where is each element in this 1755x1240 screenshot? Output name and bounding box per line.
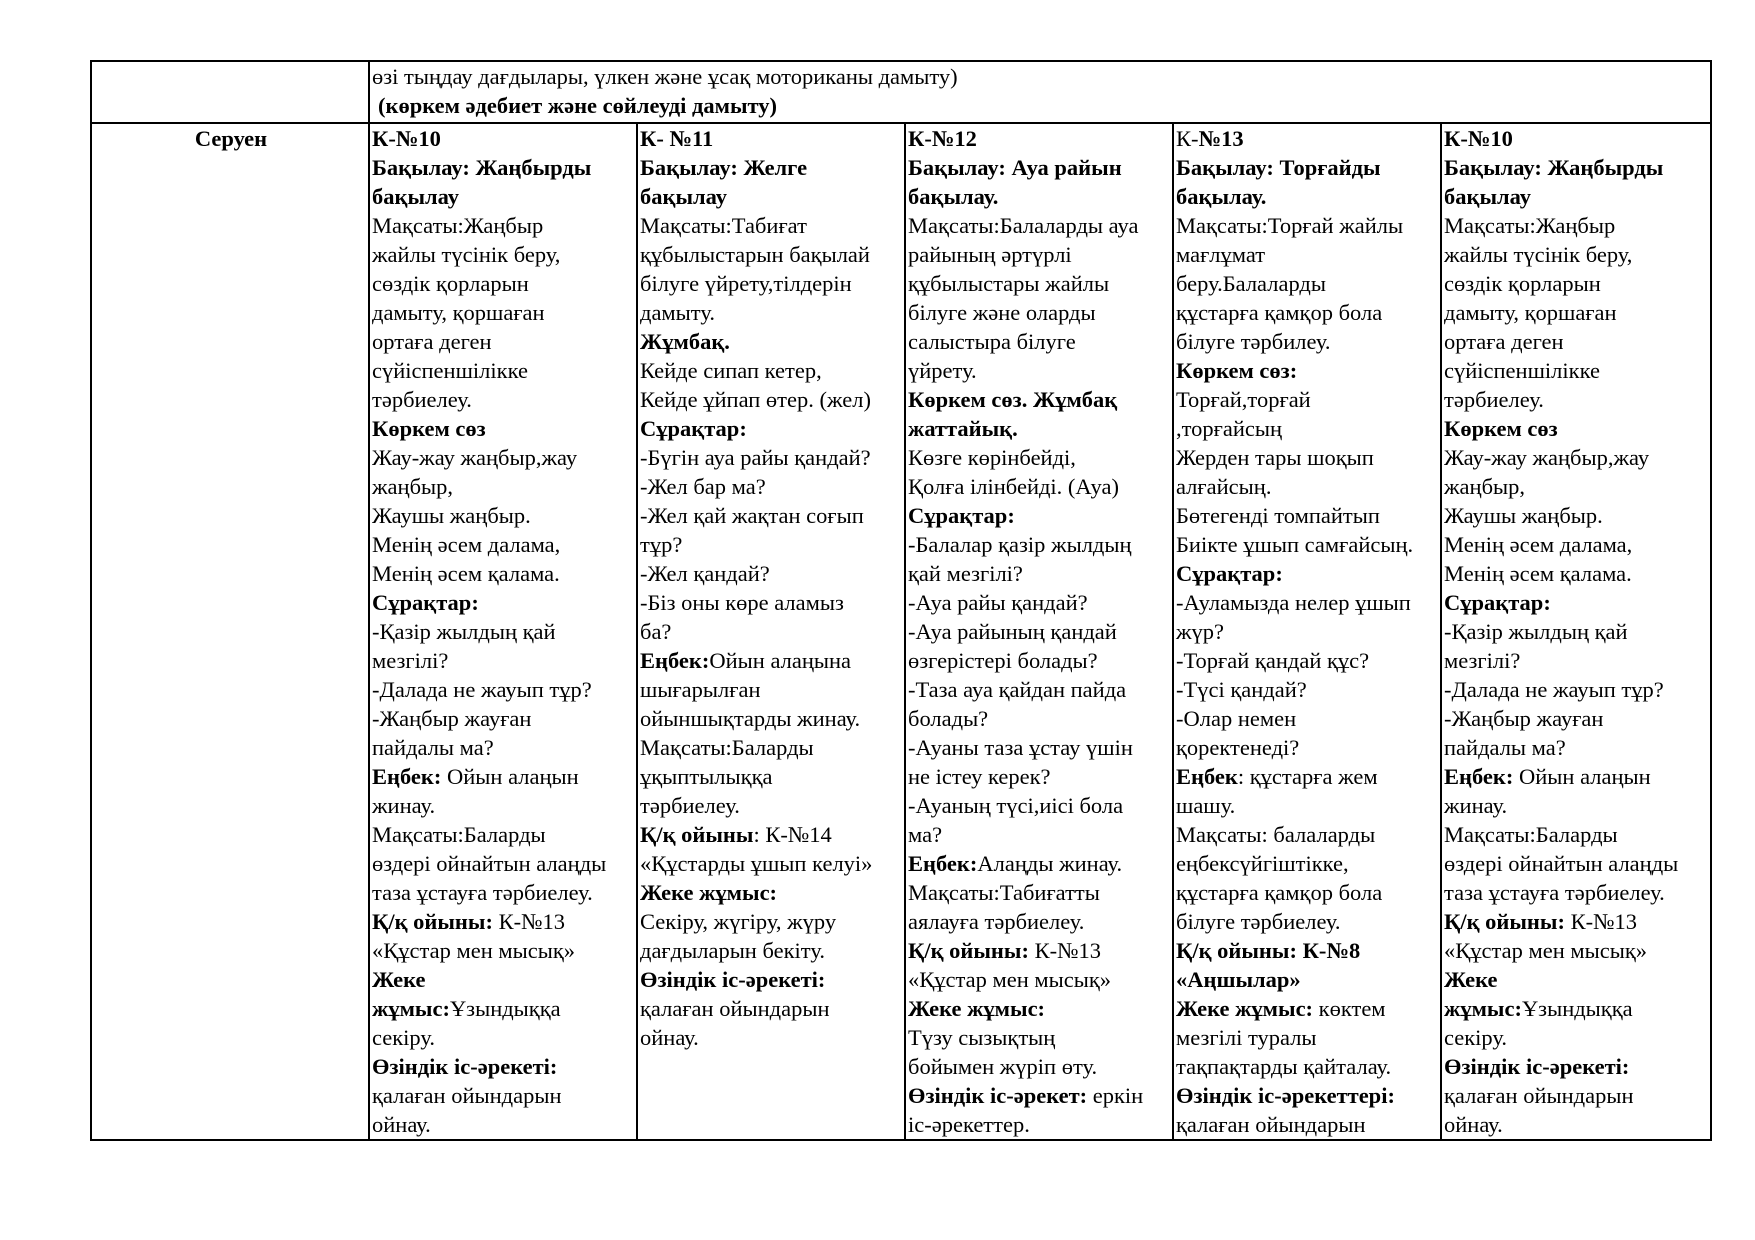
column-5-line: Мақсаты:Жаңбыр bbox=[1444, 213, 1616, 238]
top-row-label bbox=[91, 61, 369, 123]
column-5-line: Өзіндік іс-әрекеті: bbox=[1444, 1054, 1630, 1079]
column-4-line: құстарға қамқор бола bbox=[1176, 300, 1383, 325]
column-2-line: білуге үйрету,тілдерін bbox=[640, 271, 852, 296]
column-1-line: К-№10 bbox=[372, 126, 441, 151]
column-2-line: Жеке жұмыс: bbox=[640, 880, 778, 905]
column-4-line: Торғай,торғай bbox=[1176, 387, 1311, 412]
column-5-line: сөздік қорларын bbox=[1444, 271, 1601, 296]
column-3-line: не істеу керек? bbox=[908, 764, 1051, 789]
column-5-line: секіру. bbox=[1444, 1025, 1508, 1050]
column-3-line: Өзіндік іс-әрекет: еркін bbox=[908, 1083, 1144, 1108]
walk-column-5 bbox=[1441, 123, 1711, 1140]
column-4-line: Сұрақтар: bbox=[1176, 561, 1283, 586]
column-5-line: мезгілі? bbox=[1444, 648, 1521, 673]
column-5-line: Жаушы жаңбыр. bbox=[1444, 503, 1603, 528]
column-3-line: Қолға ілінбейді. (Ауа) bbox=[908, 474, 1119, 499]
column-3-line: К-№12 bbox=[908, 126, 977, 151]
column-1-line: Көркем сөз bbox=[372, 416, 486, 441]
column-2-line: бақылау bbox=[640, 184, 728, 209]
column-4-line: қалаған ойындарын bbox=[1176, 1112, 1366, 1137]
column-1-line: Сұрақтар: bbox=[372, 590, 479, 615]
column-3-line: Түзу сызықтың bbox=[908, 1025, 1056, 1050]
column-3-line: Еңбек:Алаңды жинау. bbox=[908, 851, 1123, 876]
column-5-line: Қ/қ ойыны: К-№13 bbox=[1444, 909, 1638, 934]
column-4-line: Жеке жұмыс: көктем bbox=[1176, 996, 1386, 1021]
column-5-line: Көркем сөз bbox=[1444, 416, 1558, 441]
column-4-line: Көркем сөз: bbox=[1176, 358, 1298, 383]
column-3-line: қай мезгілі? bbox=[908, 561, 1023, 586]
column-4-line: Өзіндік іс-әрекеттері: bbox=[1176, 1083, 1395, 1108]
column-3-line: Мақсаты:Табиғатты bbox=[908, 880, 1100, 905]
column-1-line: Бақылау: Жаңбырды bbox=[372, 155, 592, 180]
column-3-line: жаттайық. bbox=[908, 416, 1018, 441]
column-3-line: Мақсаты:Балаларды ауа bbox=[908, 213, 1139, 238]
column-2-line: тәрбиелеу. bbox=[640, 793, 740, 818]
column-1-line: жинау. bbox=[372, 793, 436, 818]
column-5-line: жұмыс:Ұзындыққа bbox=[1444, 996, 1633, 1021]
column-2-line: құбылыстарын бақылай bbox=[640, 242, 870, 267]
column-4-line: -Түсі қандай? bbox=[1176, 677, 1307, 702]
column-3-line: Қ/қ ойыны: К-№13 bbox=[908, 938, 1102, 963]
column-2-line: Сұрақтар: bbox=[640, 416, 747, 441]
column-4-line: Еңбек: құстарға жем bbox=[1176, 764, 1378, 789]
column-5-line: -Қазір жылдың қай bbox=[1444, 619, 1628, 644]
column-4-line: -Ауламызда нелер ұшып bbox=[1176, 590, 1411, 615]
top-row bbox=[91, 61, 1711, 123]
column-5-line: жайлы түсінік беру, bbox=[1444, 242, 1633, 267]
column-2-line: Мақсаты:Табиғат bbox=[640, 213, 807, 238]
column-4-line: Биікте ұшып самғайсың. bbox=[1176, 532, 1414, 557]
column-4-line: тақпақтарды қайталау. bbox=[1176, 1054, 1392, 1079]
column-3-line: «Құстар мен мысық» bbox=[908, 967, 1111, 992]
plan-table bbox=[90, 60, 1712, 1141]
column-5-line: Жеке bbox=[1444, 967, 1498, 992]
column-1-line: қалаған ойындарын bbox=[372, 1083, 562, 1108]
column-2-line: ұқыптылыққа bbox=[640, 764, 773, 789]
column-5-line: ортаға деген bbox=[1444, 329, 1564, 354]
column-5-line: қалаған ойындарын bbox=[1444, 1083, 1634, 1108]
column-1-line: Менің әсем қалама. bbox=[372, 561, 560, 586]
column-2-line: қалаған ойындарын bbox=[640, 996, 830, 1021]
column-5-line: «Құстар мен мысық» bbox=[1444, 938, 1647, 963]
column-1-line: Жаушы жаңбыр. bbox=[372, 503, 531, 528]
walk-column-1 bbox=[369, 123, 637, 1140]
column-3-line: іс-әрекеттер. bbox=[908, 1112, 1030, 1137]
column-1-line: сөздік қорларын bbox=[372, 271, 529, 296]
walk-column-2 bbox=[637, 123, 905, 1140]
column-2-line: -Бүгін ауа райы қандай? bbox=[640, 445, 871, 470]
column-4-line: еңбексүйгіштікке, bbox=[1176, 851, 1349, 876]
column-5-line: Менің әсем қалама. bbox=[1444, 561, 1632, 586]
column-4-line: -Торғай қандай құс? bbox=[1176, 648, 1370, 673]
column-4-line: Жерден тары шоқып bbox=[1176, 445, 1374, 470]
column-3-line: бойымен жүріп өту. bbox=[908, 1054, 1098, 1079]
column-3-line: -Таза ауа қайдан пайда bbox=[908, 677, 1127, 702]
column-2-line: -Жел бар ма? bbox=[640, 474, 766, 499]
column-1-line: Жау-жау жаңбыр,жау bbox=[372, 445, 578, 470]
column-5-line: тәрбиелеу. bbox=[1444, 387, 1544, 412]
top-row-line-2: (көркем әдебиет және сөйлеуді дамыту) bbox=[378, 93, 778, 118]
column-3-line: Көзге көрінбейді, bbox=[908, 445, 1076, 470]
column-1-line: жайлы түсінік беру, bbox=[372, 242, 561, 267]
column-1-line: Жеке bbox=[372, 967, 426, 992]
column-5-line: Мақсаты:Баларды bbox=[1444, 822, 1618, 847]
column-3-line: болады? bbox=[908, 706, 989, 731]
column-3-line: бақылау. bbox=[908, 184, 999, 209]
column-3-line: білуге және оларды bbox=[908, 300, 1096, 325]
column-5-line: Сұрақтар: bbox=[1444, 590, 1551, 615]
column-2-line: ойнау. bbox=[640, 1025, 699, 1050]
column-2-line: дағдыларын бекіту. bbox=[640, 938, 825, 963]
column-5-line: дамыту, қоршаған bbox=[1444, 300, 1617, 325]
column-5-line: Менің әсем далама, bbox=[1444, 532, 1633, 557]
column-3-line: Бақылау: Ауа райын bbox=[908, 155, 1122, 180]
column-4-line: «Аңшылар» bbox=[1176, 967, 1301, 992]
column-5-line: таза ұстауға тәрбиелеу. bbox=[1444, 880, 1665, 905]
column-2-line: шығарылған bbox=[640, 677, 761, 702]
column-5-line: -Далада не жауып тұр? bbox=[1444, 677, 1664, 702]
column-1-line: бақылау bbox=[372, 184, 460, 209]
column-5-line: Еңбек: Ойын алаңын bbox=[1444, 764, 1651, 789]
column-4-line: алғайсың. bbox=[1176, 474, 1272, 499]
walk-row bbox=[91, 123, 1711, 1140]
top-row-content bbox=[369, 61, 1711, 123]
column-3-line: аялауға тәрбиелеу. bbox=[908, 909, 1085, 934]
column-3-line: салыстыра білуге bbox=[908, 329, 1076, 354]
column-3-line: үйрету. bbox=[908, 358, 977, 383]
column-3-line: -Ауаның түсі,иісі бола bbox=[908, 793, 1124, 818]
column-4-line: Қ/қ ойыны: К-№8 bbox=[1176, 938, 1361, 963]
column-5-line: К-№10 bbox=[1444, 126, 1513, 151]
column-3-line: -Ауа райының қандай bbox=[908, 619, 1117, 644]
column-1-line: жұмыс:Ұзындыққа bbox=[372, 996, 561, 1021]
column-4-line: білуге тәрбиелеу. bbox=[1176, 909, 1341, 934]
column-2-line: дамыту. bbox=[640, 300, 715, 325]
column-5-line: сүйіспеншілікке bbox=[1444, 358, 1600, 383]
column-2-line: -Біз оны көре аламыз bbox=[640, 590, 844, 615]
column-1-line: -Қазір жылдың қай bbox=[372, 619, 556, 644]
column-4-line: қоректенеді? bbox=[1176, 735, 1300, 760]
column-1-line: мезгілі? bbox=[372, 648, 449, 673]
column-2-line: тұр? bbox=[640, 532, 683, 557]
column-4-line: мезгілі туралы bbox=[1176, 1025, 1317, 1050]
column-2-line: Кейде ұйпап өтер. (жел) bbox=[640, 387, 871, 412]
column-3-line: -Ауаны таза ұстау үшін bbox=[908, 735, 1133, 760]
column-5-line: Жау-жау жаңбыр,жау bbox=[1444, 445, 1650, 470]
column-4-line: шашу. bbox=[1176, 793, 1236, 818]
column-2-line: Мақсаты:Баларды bbox=[640, 735, 814, 760]
column-1-line: -Жаңбыр жауған bbox=[372, 706, 532, 731]
column-2-line: Жұмбақ. bbox=[640, 329, 730, 354]
column-5-line: -Жаңбыр жауған bbox=[1444, 706, 1604, 731]
column-4-line: білуге тәрбилеу. bbox=[1176, 329, 1331, 354]
column-5-line: өздері ойнайтын алаңды bbox=[1444, 851, 1679, 876]
column-1-line: Еңбек: Ойын алаңын bbox=[372, 764, 579, 789]
column-1-line: секіру. bbox=[372, 1025, 436, 1050]
column-2-line: Кейде сипап кетер, bbox=[640, 358, 822, 383]
column-4-line: мағлұмат bbox=[1176, 242, 1266, 267]
walk-column-3 bbox=[905, 123, 1173, 1140]
column-2-line: К- №11 bbox=[640, 126, 714, 151]
column-4-line: Мақсаты: балаларды bbox=[1176, 822, 1376, 847]
column-3-line: Көркем сөз. Жұмбақ bbox=[908, 387, 1118, 412]
column-3-line: құбылыстары жайлы bbox=[908, 271, 1110, 296]
column-3-line: өзгерістері болады? bbox=[908, 648, 1098, 673]
column-1-line: Мақсаты:Жаңбыр bbox=[372, 213, 544, 238]
column-1-line: таза ұстауға тәрбиелеу. bbox=[372, 880, 593, 905]
column-1-line: Мақсаты:Баларды bbox=[372, 822, 546, 847]
column-5-line: Бақылау: Жаңбырды bbox=[1444, 155, 1664, 180]
column-1-line: Менің әсем далама, bbox=[372, 532, 561, 557]
column-4-line: ,торғайсың bbox=[1176, 416, 1283, 441]
column-1-line: дамыту, қоршаған bbox=[372, 300, 545, 325]
column-1-line: -Далада не жауып тұр? bbox=[372, 677, 592, 702]
column-3-line: -Ауа райы қандай? bbox=[908, 590, 1088, 615]
column-4-line: Бақылау: Торғайды bbox=[1176, 155, 1381, 180]
walk-column-4 bbox=[1173, 123, 1441, 1140]
column-2-line: Еңбек:Ойын алаңына bbox=[640, 648, 852, 673]
column-1-line: пайдалы ма? bbox=[372, 735, 494, 760]
column-4-line: Бөтегенді томпайтып bbox=[1176, 503, 1380, 528]
column-2-line: Қ/қ ойыны: К-№14 bbox=[640, 822, 832, 847]
column-1-line: ортаға деген bbox=[372, 329, 492, 354]
column-3-line: ма? bbox=[908, 822, 943, 847]
column-4-line: К-№13 bbox=[1176, 126, 1244, 151]
column-1-line: өздері ойнайтын алаңды bbox=[372, 851, 607, 876]
walk-row-label: Серуен bbox=[91, 123, 369, 1140]
column-5-line: пайдалы ма? bbox=[1444, 735, 1566, 760]
column-3-line: Сұрақтар: bbox=[908, 503, 1015, 528]
column-3-line: Жеке жұмыс: bbox=[908, 996, 1046, 1021]
column-2-line: Секіру, жүгіру, жүру bbox=[640, 909, 837, 934]
column-5-line: ойнау. bbox=[1444, 1112, 1503, 1137]
column-1-line: Қ/қ ойыны: К-№13 bbox=[372, 909, 566, 934]
column-2-line: Өзіндік іс-әрекеті: bbox=[640, 967, 826, 992]
column-3-line: райының әртүрлі bbox=[908, 242, 1072, 267]
column-1-line: жаңбыр, bbox=[372, 474, 454, 499]
column-2-line: «Құстарды ұшып келуі» bbox=[640, 851, 873, 876]
column-1-line: «Құстар мен мысық» bbox=[372, 938, 575, 963]
column-2-line: ойыншықтарды жинау. bbox=[640, 706, 861, 731]
column-4-line: жүр? bbox=[1176, 619, 1225, 644]
column-1-line: сүйіспеншілікке bbox=[372, 358, 528, 383]
column-5-line: бақылау bbox=[1444, 184, 1532, 209]
column-1-line: ойнау. bbox=[372, 1112, 431, 1137]
column-5-line: жинау. bbox=[1444, 793, 1508, 818]
column-2-line: ба? bbox=[640, 619, 672, 644]
column-2-line: Бақылау: Желге bbox=[640, 155, 808, 180]
column-2-line: -Жел қандай? bbox=[640, 561, 770, 586]
column-5-line: жаңбыр, bbox=[1444, 474, 1526, 499]
column-1-line: тәрбиелеу. bbox=[372, 387, 472, 412]
column-4-line: беру.Балаларды bbox=[1176, 271, 1326, 296]
column-2-line: -Жел қай жақтан соғып bbox=[640, 503, 864, 528]
top-row-line-1: өзі тыңдау дағдылары, үлкен және ұсақ моториканы дамыту) bbox=[372, 64, 958, 89]
column-4-line: -Олар немен bbox=[1176, 706, 1297, 731]
column-4-line: құстарға қамқор бола bbox=[1176, 880, 1383, 905]
column-1-line: Өзіндік іс-әрекеті: bbox=[372, 1054, 558, 1079]
column-4-line: бақылау. bbox=[1176, 184, 1267, 209]
column-4-line: Мақсаты:Торғай жайлы bbox=[1176, 213, 1404, 238]
column-3-line: -Балалар қазір жылдың bbox=[908, 532, 1132, 557]
